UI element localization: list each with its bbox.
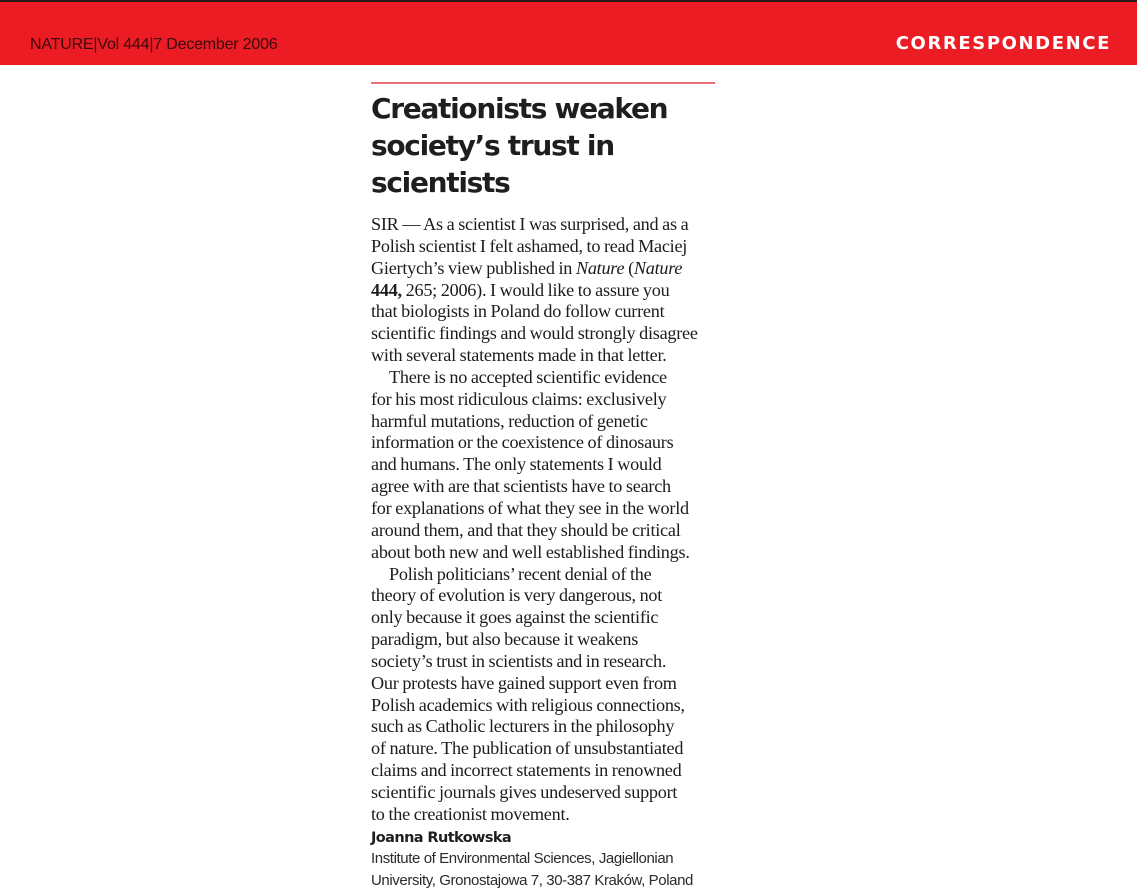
body-line: There is no accepted scientific evidence xyxy=(389,366,667,387)
body-line: scientific findings and would strongly disagree xyxy=(371,323,698,344)
body-text: Giertych’s view published in xyxy=(371,257,576,278)
body-line: with several statements made in that letter. xyxy=(371,345,667,366)
body-line: such as Catholic lecturers in the philosophy xyxy=(371,716,675,737)
headline-line-2: society’s trust in scientists xyxy=(371,129,614,199)
body-line xyxy=(371,258,715,280)
body-line: that biologists in Poland do follow current xyxy=(371,301,665,322)
article xyxy=(371,82,715,892)
affiliation-line-1: Institute of Environmental Sciences, Jagiellonian xyxy=(371,849,674,867)
body-line: of nature. The publication of unsubstantiated xyxy=(371,738,684,759)
body-line: SIR — As a scientist I was surprised, and as a xyxy=(371,214,689,234)
issue-info: NATURE|Vol 444|7 December 2006 xyxy=(30,36,278,53)
body-line: scientific journals gives undeserved support xyxy=(371,781,678,802)
headline xyxy=(371,90,715,201)
body-line: for his most ridiculous claims: exclusively xyxy=(371,388,667,409)
body-line: information or the coexistence of dinosaurs xyxy=(371,432,674,453)
author-name: Joanna Rutkowska xyxy=(371,829,512,846)
body-text: ( xyxy=(624,257,634,278)
body-line: Our protests have gained support even from xyxy=(371,672,677,693)
body-line xyxy=(371,280,715,302)
body-line: harmful mutations, reduction of genetic xyxy=(371,410,648,431)
author-affiliation xyxy=(371,848,715,892)
journal-name: Nature xyxy=(575,257,625,278)
body-line: around them, and that they should be critical xyxy=(371,519,681,540)
journal-name: Nature xyxy=(633,257,683,278)
headline-rule xyxy=(371,82,715,84)
body-line: to the creationist movement. xyxy=(371,803,570,824)
body-line: Polish politicians’ recent denial of the xyxy=(389,563,652,584)
article-body xyxy=(371,214,715,826)
headline-line-1: Creationists weaken xyxy=(371,92,668,125)
body-line: claims and incorrect statements in renowned xyxy=(371,760,682,781)
volume-number: 444, xyxy=(371,279,402,300)
body-line: agree with are that scientists have to search xyxy=(371,476,671,497)
body-line: and humans. The only statements I would xyxy=(371,454,662,475)
body-line: society’s trust in scientists and in research. xyxy=(371,650,667,671)
body-line: Polish academics with religious connections, xyxy=(371,694,685,715)
body-line: about both new and well established findings. xyxy=(371,541,690,562)
section-label: CORRESPONDENCE xyxy=(895,33,1111,54)
body-line: Polish scientist I felt ashamed, to read Maciej xyxy=(371,235,688,256)
affiliation-line-2: University, Gronostajowa 7, 30-387 Kraków, Poland xyxy=(371,871,693,889)
body-line: theory of evolution is very dangerous, not xyxy=(371,585,663,606)
body-line: only because it goes against the scientific xyxy=(371,607,659,628)
body-line: paradigm, but also because it weakens xyxy=(371,629,639,650)
body-line: for explanations of what they see in the world xyxy=(371,497,689,518)
page-header xyxy=(0,2,1137,65)
body-text: 265; 2006). I would like to assure you xyxy=(401,279,670,300)
